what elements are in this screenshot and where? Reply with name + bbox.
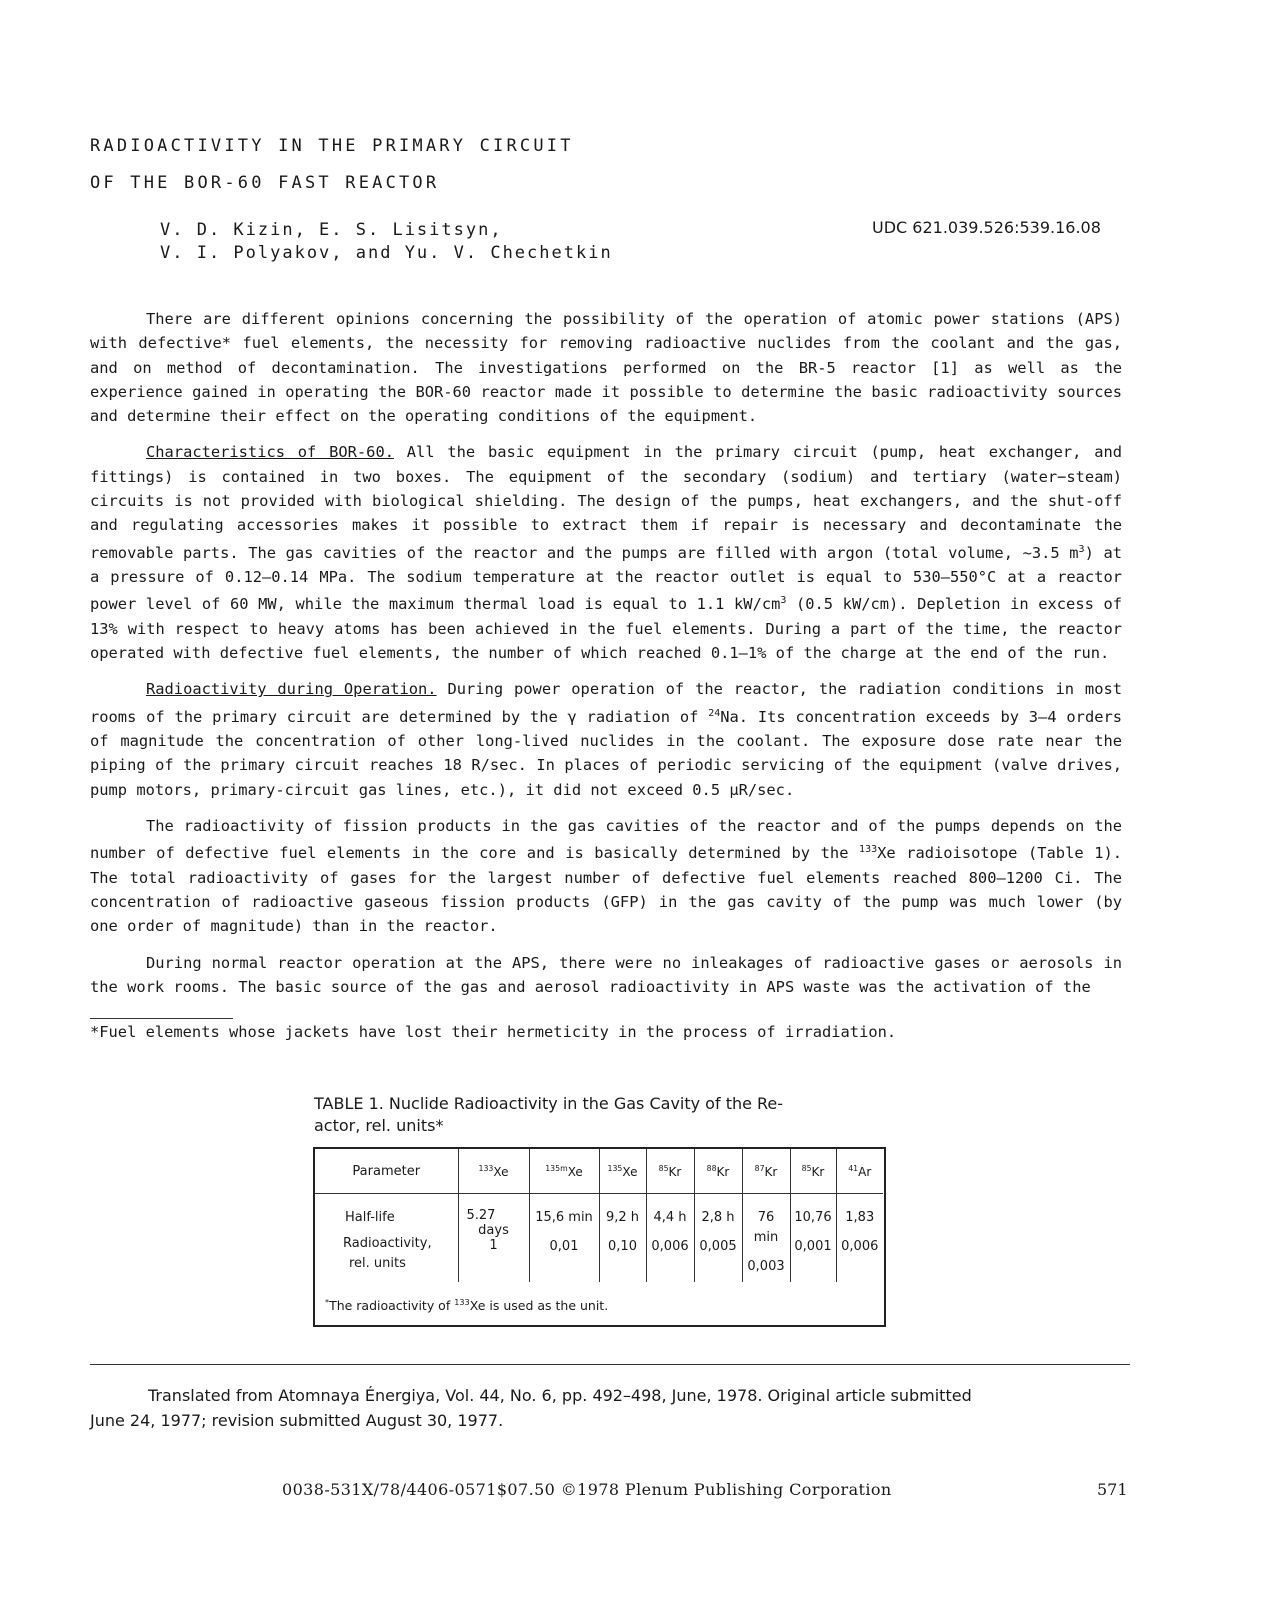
table-cell: 10,76 0,001	[790, 1194, 836, 1283]
table-cell: 2,8 h 0,005	[694, 1194, 742, 1283]
translation-note	[90, 1383, 1122, 1433]
table-1	[313, 1147, 886, 1327]
superscript: 24	[708, 707, 721, 719]
table-cell: 5.27 days 1	[458, 1194, 529, 1283]
table-footnote: *The radioactivity of $^{133}$Xe is used as the unit.	[325, 1297, 609, 1314]
row-label-units: rel. units	[349, 1256, 406, 1271]
article-title-line-1: RADIOACTIVITY IN THE PRIMARY CIRCUIT	[90, 136, 574, 156]
header-isotope: $^{135}$Xe	[599, 1149, 646, 1194]
row-label-halflife: Half-life	[345, 1210, 395, 1225]
paragraph-characteristics	[90, 440, 1122, 665]
article-title-line-2: OF THE BOR-60 FAST REACTOR	[90, 173, 440, 193]
article-body	[90, 307, 1122, 1011]
table-cell: 1,83 0,006	[836, 1194, 883, 1283]
translation-line-1: Translated from Atomnaya Énergiya, Vol. 44, No. 6, pp. 492–498, June, 1978. Original article submitted	[148, 1386, 972, 1405]
paragraph-text: ) at a pressure of 0.12–0.14 MPa. The sodium temperature at the reactor outlet is equal to 530–550°C at a reactor power level of 60 MW, while the maximum thermal load is equal to 1.1 kW/cm	[90, 543, 1122, 614]
paragraph-text: Na. Its concentration exceeds by 3–4 orders of magnitude the concentration of other long-lived nuclides in the coolant. The exposure dose rate near the piping of the primary circuit reaches 18 R/sec. In places of periodic servicing of the equipment (valve drives, pump motors, primary-circuit gas lines, etc.), it did not exceed 0.5 μR/sec.	[90, 707, 1123, 799]
table-cell: 15,6 min 0,01	[529, 1194, 599, 1283]
authors-line-2: V. I. Polyakov, and Yu. V. Chechetkin	[160, 243, 613, 263]
table-caption-line-2: actor, rel. units*	[314, 1116, 444, 1135]
authors-line-1: V. D. Kizin, E. S. Lisitsyn,	[160, 220, 503, 240]
nuclide-table	[315, 1149, 883, 1282]
page-number: 571	[1097, 1480, 1128, 1499]
paragraph-text: (0.5 kW/cm). Depletion in excess of 13% with respect to heavy atoms has been achieved in the fuel elements. During a part of the time, the reactor operated with defective fuel elements, the number of which reached 0.1–1% of the charge at the end of the run.	[90, 595, 1122, 663]
superscript: 133	[859, 844, 878, 856]
section-heading-characteristics: Characteristics of BOR-60.	[146, 443, 394, 462]
publisher-line: 0038-531X/78/4406-0571$07.50 ©1978 Plenum Publishing Corporation	[282, 1480, 892, 1499]
paragraph-text: All the basic equipment in the primary circuit (pump, heat exchanger, and fittings) is contained in two boxes. The equipment of the secondary (sodium) and tertiary (water−steam) circuits is not provided with biological shielding. The design of the pumps, heat exchangers, and the shut-off and regulating accessories makes it possible to extract them if repair is necessary and decontaminate the removable parts. The gas cavities of the reactor and the pumps are filled with argon (total volume, ~3.5 m	[90, 443, 1122, 562]
footnote: *Fuel elements whose jackets have lost their hermeticity in the process of irradiation.	[90, 1023, 897, 1041]
header-isotope: $^{88}$Kr	[694, 1149, 742, 1194]
paragraph-radioactivity	[90, 677, 1122, 802]
bottom-rule	[90, 1364, 1130, 1365]
udc-code: UDC 621.039.526:539.16.08	[872, 218, 1101, 237]
superscript: 3	[780, 595, 787, 607]
header-isotope: $^{133}$Xe	[458, 1149, 529, 1194]
paragraph-intro: There are different opinions concerning the possibility of the operation of atomic power stations (APS) with defective* fuel elements, the necessity for removing radioactive nuclides from the coolant and the gas, and on method of decontamination. The investigations performed on the BR-5 reactor [1] as well as the experience gained in operating the BOR-60 reactor made it possible to determine the basic radioactivity sources and determine their effect on the operating conditions of the equipment.	[90, 310, 1122, 426]
section-heading-radioactivity: Radioactivity during Operation.	[146, 680, 437, 699]
header-isotope: $^{135m}$Xe	[529, 1149, 599, 1194]
paragraph-text: During power operation of the reactor, the radiation conditions in most rooms of the primary circuit are determined by the γ radiation of	[90, 680, 1122, 726]
table-data-row	[315, 1194, 883, 1283]
header-parameter: Parameter	[315, 1149, 458, 1194]
table-cell: 76 min 0,003	[742, 1194, 790, 1283]
translation-line-2: June 24, 1977; revision submitted August 30, 1977.	[90, 1411, 504, 1430]
header-isotope: $^{87}$Kr	[742, 1149, 790, 1194]
paragraph-text: Xe radioisotope (Table 1). The total radioactivity of gases for the largest number of defective fuel elements reached 800–1200 Ci. The concentration of radioactive gaseous fission products (GFP) in the gas cavity of the pump was much lower (by one order of magnitude) than in the reactor.	[90, 844, 1122, 936]
authors-block	[160, 219, 613, 265]
header-isotope: $^{85}$Kr	[790, 1149, 836, 1194]
table-header-row	[315, 1149, 883, 1194]
paragraph-fission-products	[90, 814, 1122, 939]
paragraph-text: The radioactivity of fission products in the gas cavities of the reactor and of the pumps depends on the number of defective fuel elements in the core and is basically determined by the	[90, 817, 1122, 863]
header-isotope: $^{85}$Kr	[646, 1149, 694, 1194]
row-label-radioactivity: Radioactivity,	[343, 1236, 432, 1251]
table-cell: 9,2 h 0,10	[599, 1194, 646, 1283]
table-cell: 4,4 h 0,006	[646, 1194, 694, 1283]
table-caption	[314, 1093, 894, 1137]
row-labels	[315, 1194, 458, 1283]
header-isotope: $^{41}$Ar	[836, 1149, 883, 1194]
footnote-rule	[90, 1018, 233, 1019]
table-caption-line-1: TABLE 1. Nuclide Radioactivity in the Gas Cavity of the Re-	[314, 1094, 784, 1113]
paragraph-normal-operation: During normal reactor operation at the APS, there were no inleakages of radioactive gases or aerosols in the work rooms. The basic source of the gas and aerosol radioactivity in APS waste was the activation of the	[90, 953, 1122, 996]
superscript: 3	[1078, 543, 1085, 555]
